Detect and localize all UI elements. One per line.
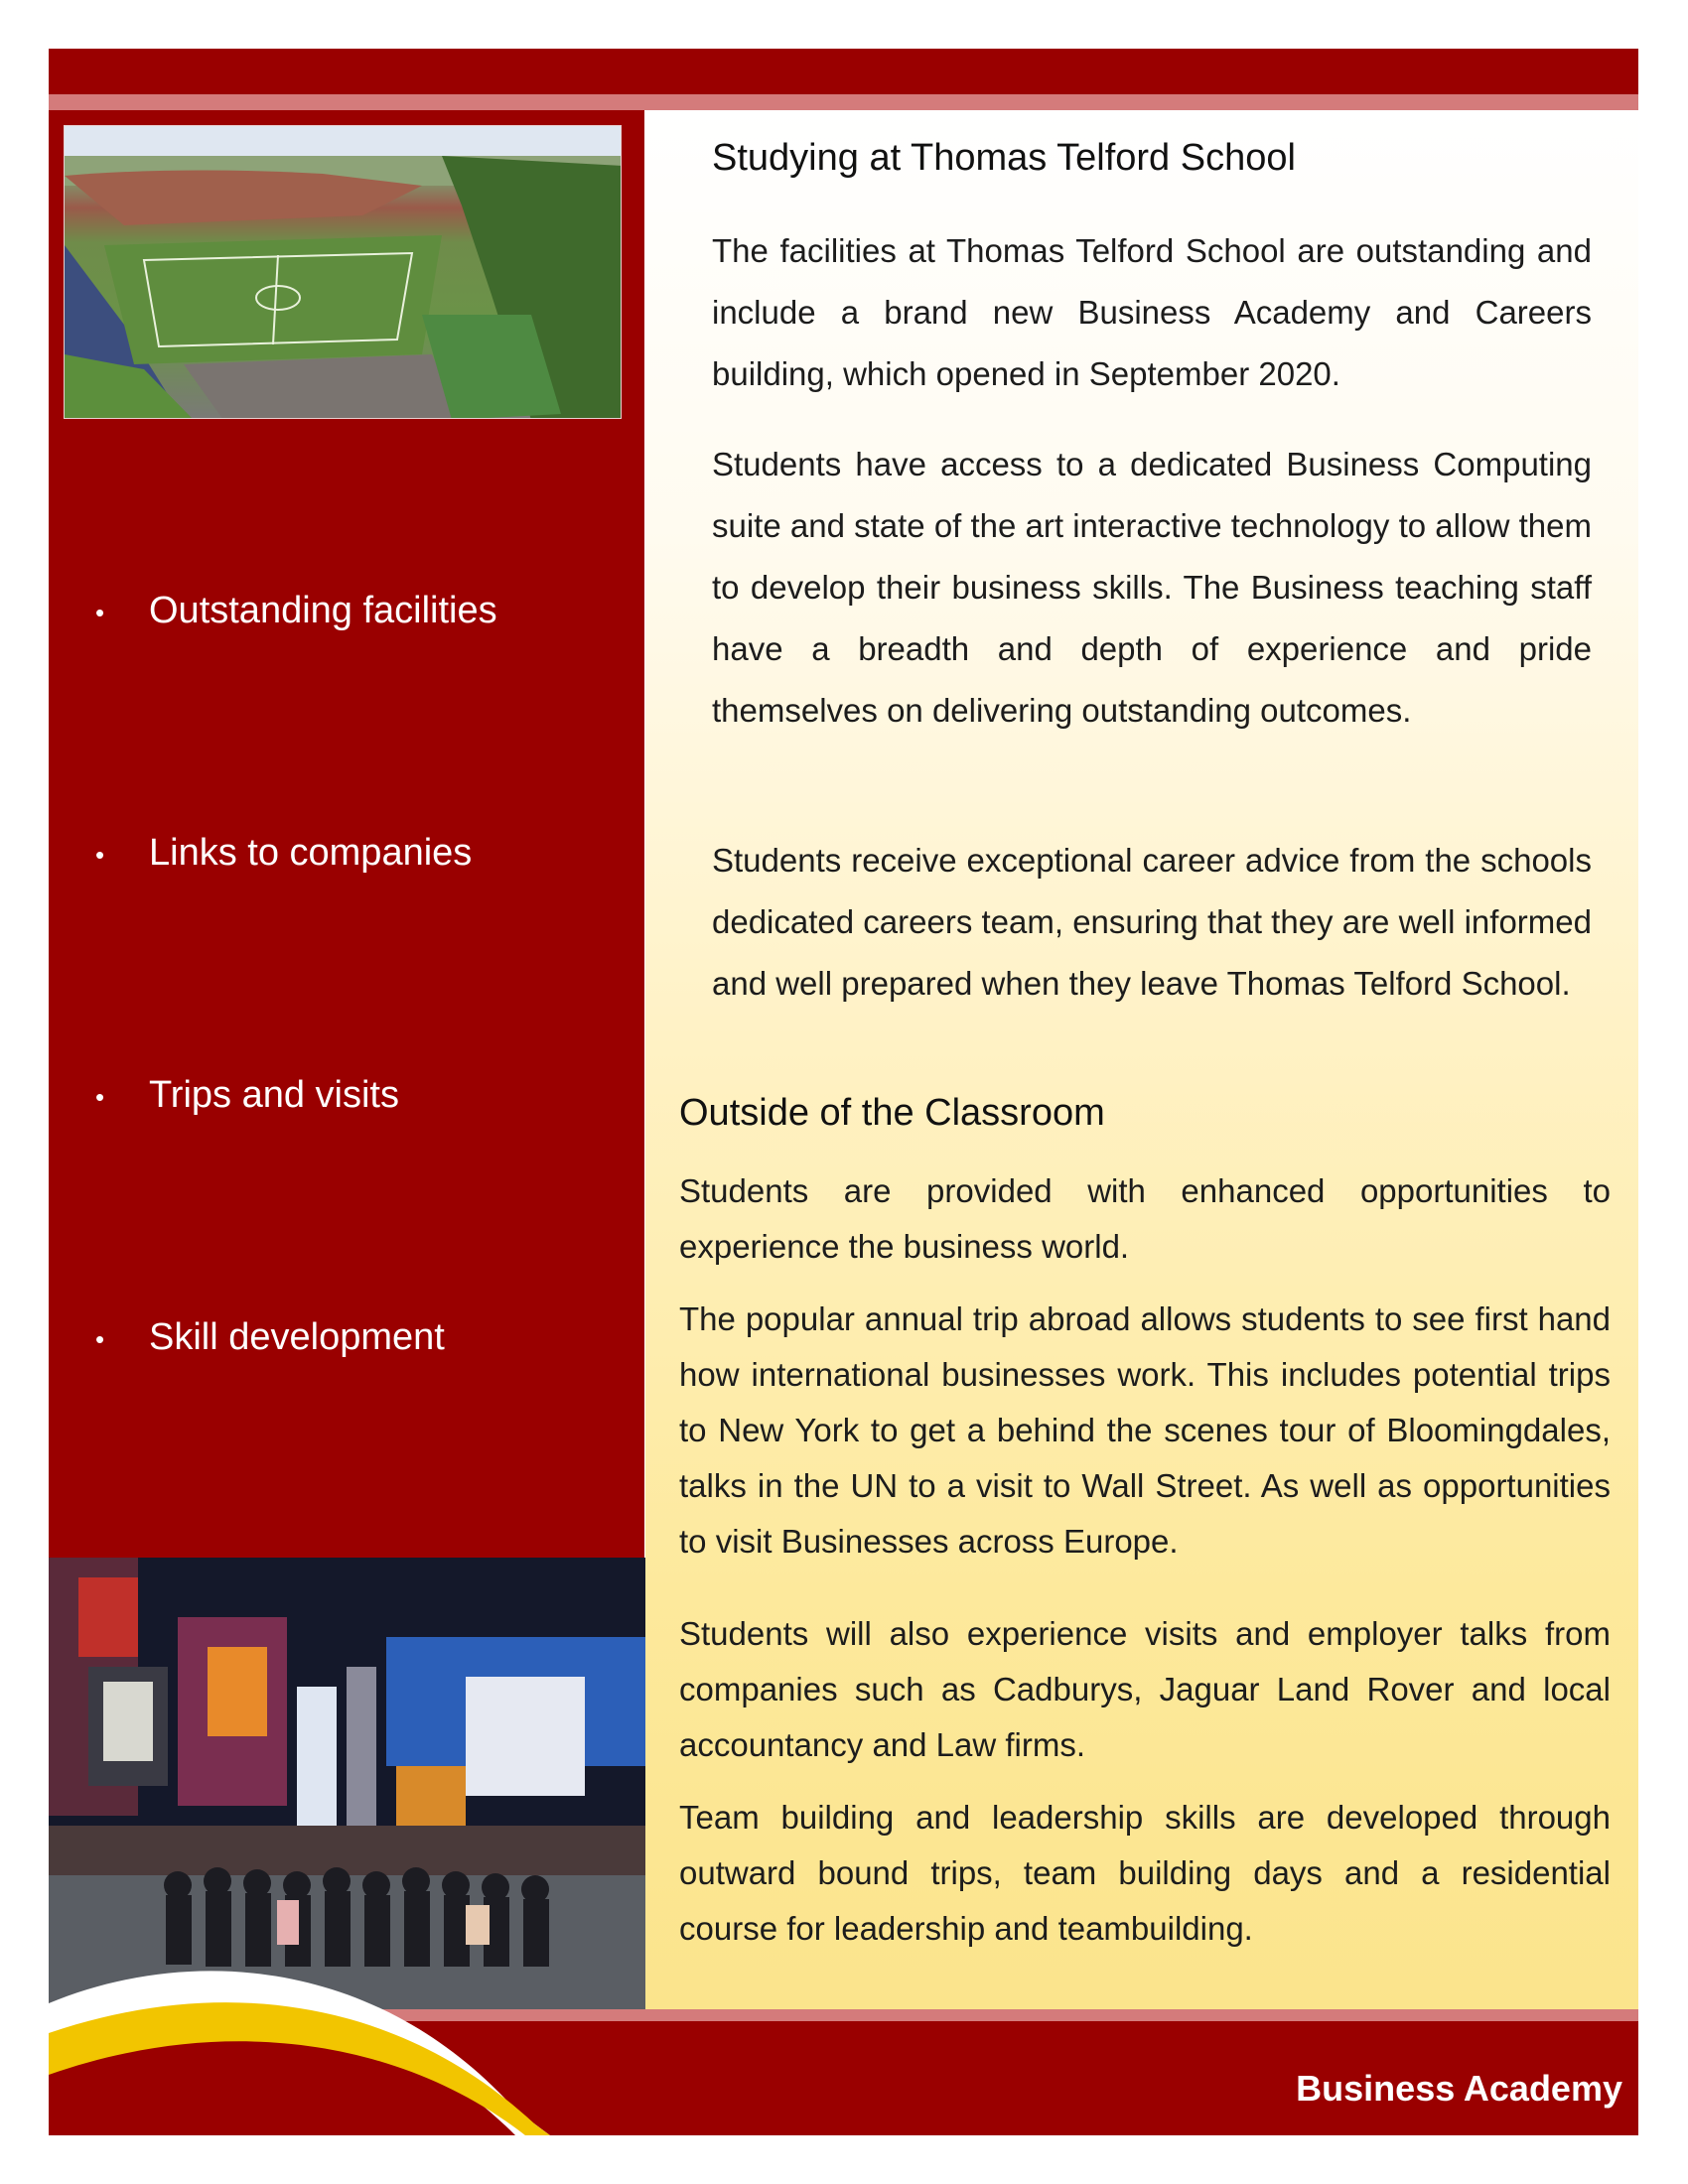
list-item <box>95 829 632 879</box>
header-accent-stripe <box>49 94 1638 110</box>
heading-studying: Studying at Thomas Telford School <box>712 137 1296 179</box>
header-band <box>49 49 1638 94</box>
list-item <box>95 1313 632 1363</box>
bullet-label: Trips and visits <box>149 1074 399 1116</box>
paragraph-opportunities: Students are provided with enhanced opportunities to experience the business world. <box>679 1172 1611 1265</box>
bullet-icon: • <box>95 1081 105 1112</box>
bullet-label: Links to companies <box>149 832 473 874</box>
paragraph-careers: Students receive exceptional career advice from the schools dedicated careers team, ensuring that they are well informed and well prepared when they leave Thomas Telford School. <box>712 842 1592 1002</box>
bullet-label: Skill development <box>149 1316 445 1358</box>
bullet-icon: • <box>95 839 105 870</box>
paragraph-employer-talks: Students will also experience visits and employer talks from companies such as Cadburys, Jaguar Land Rover and local accountancy and Law firms. <box>679 1615 1611 1763</box>
bullet-icon: • <box>95 1323 105 1354</box>
bullet-icon: • <box>95 597 105 627</box>
paragraph-computing: Students have access to a dedicated Business Computing suite and state of the art interactive technology to allow them to develop their business skills. The Business teaching staff have a breadth and depth of experience and pride themselves on delivering outstanding outcomes. <box>712 446 1593 729</box>
swoosh-decoration <box>49 1916 605 2135</box>
list-item <box>95 587 632 636</box>
paragraph-team-building: Team building and leadership skills are developed through outward bound trips, team building days and a residential course for leadership and teambuilding. <box>679 1799 1611 1947</box>
bullet-label: Outstanding facilities <box>149 590 497 631</box>
paragraph-annual-trip: The popular annual trip abroad allows students to see first hand how international businesses work. This includes potential trips to New York to get a behind the scenes tour of Bloomingdales, talks in the UN to a visit to Wall Street. As well as opportunities to visit Businesses across Europe. <box>679 1300 1611 1560</box>
paragraph-facilities: The facilities at Thomas Telford School are outstanding and include a brand new Business Academy and Careers building, which opened in September 2020. <box>712 232 1592 392</box>
campus-aerial-photo <box>64 125 622 419</box>
list-item <box>95 1071 632 1121</box>
footer-business-academy: Business Academy <box>1296 2068 1622 2109</box>
heading-outside-classroom: Outside of the Classroom <box>679 1092 1105 1134</box>
